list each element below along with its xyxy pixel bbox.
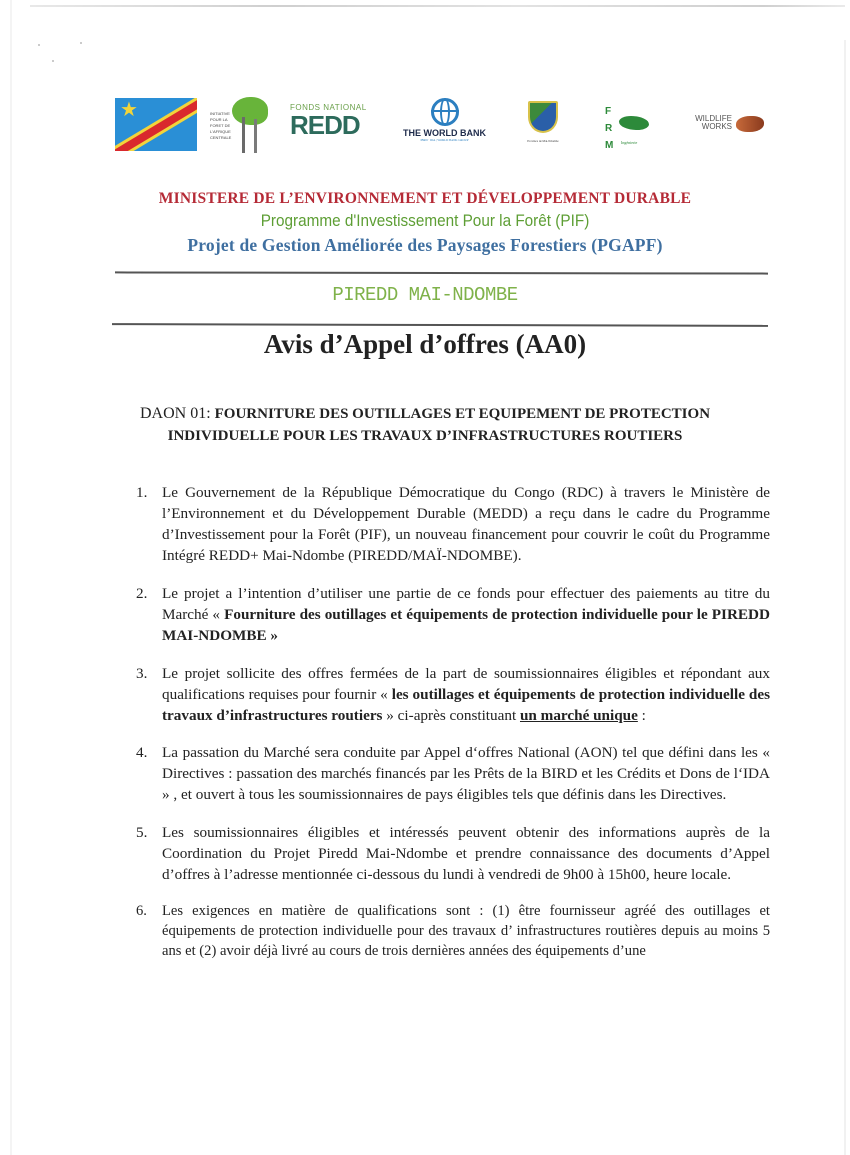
mai-ndombe-shield-icon: Province de Mai-Ndombe (523, 101, 563, 149)
list-item (130, 822, 770, 885)
project-heading: Projet de Gestion Améliorée des Paysages Forestiers (PGAPF) (187, 235, 663, 255)
globe-icon (431, 98, 459, 126)
scan-speck (38, 44, 40, 46)
daon-line-2: INDIVIDUELLE POUR LES TRAVAUX D’INFRASTRUCTURES ROUTIERS (167, 428, 683, 444)
daon-subject (0, 403, 850, 447)
item-underlined-text: un marché unique (519, 707, 638, 724)
scan-speck (52, 60, 54, 62)
item-number: 6. (136, 903, 147, 919)
scan-edge-left (10, 0, 12, 1155)
item-text: : (637, 707, 646, 724)
piredd-heading: PIREDD MAI-NDOMBE (332, 284, 518, 306)
fonds-redd-logo-icon: FONDS NATIONAL REDD (290, 103, 367, 140)
world-bank-logo-icon: THE WORLD BANK IBRD · IDA | WORLD BANK GROUP (392, 98, 497, 153)
drc-flag-icon: ★ (115, 98, 197, 151)
ministry-heading: MINISTERE DE L’ENVIRONNEMENT ET DÉVELOPPEMENT DURABLE (158, 190, 692, 207)
wildlife-works-logo-icon: WILDLIFE WORKS (688, 115, 768, 139)
divider (112, 323, 768, 326)
list-item (130, 583, 770, 646)
daon-ref: DAON 01: (139, 405, 215, 422)
partner-logos-row (110, 95, 780, 157)
item-number: 5. (136, 824, 148, 841)
item-text: Le projet a l’intention d’utiliser une partie de ce fonds pour effectuer des paiements au titre du Marché « (162, 585, 770, 623)
list-item (130, 482, 770, 566)
page-title: Avis d’Appel d’offres (AA0) (263, 329, 587, 359)
scan-edge-top (30, 5, 845, 7)
list-item (130, 901, 770, 961)
item-text: » ci-après constituant (382, 707, 520, 724)
item-text: Le projet sollicite des offres fermées de la part de soumissionnaires éligibles et répondant aux qualifications requises pour fournir « (162, 665, 770, 703)
item-text: Le Gouvernement de la République Démocratique du Congo (RDC) à travers le Ministère de l’Environnement et du Développement Durable (MEDD) a reçu dans le cadre du Programme d’Investissement pour la Forêt (PIF), un nouveau financement pour couvrir le coût du Programme Intégré REDD+ Mai-Ndombe (PIREDD/MAÏ-NDOMBE). (162, 484, 770, 564)
item-number: 2. (136, 585, 148, 602)
program-heading: Programme d'Investissement Pour la Forêt (PIF) (260, 211, 590, 230)
notice-items (130, 482, 770, 961)
item-number: 1. (136, 484, 148, 501)
item-bold-text: Fourniture des outillages et équipements de protection individuelle pour le PIREDD MAI-NDOMBE » (162, 606, 770, 644)
divider (115, 271, 768, 274)
item-number: 4. (136, 744, 148, 761)
scan-speck (80, 42, 82, 44)
frm-logo-icon: F R M Ingénierie (605, 103, 660, 153)
item-text: Les soumissionnaires éligibles et intéressés peuvent obtenir des informations auprès de la Coordination du Projet Piredd Mai-Ndombe et prendre connaissance des documents d’Appel d’offres à l’adresse mentionnée ci-dessous du lundi à vendredi de 9h00 à 15h00, heure locale. (162, 824, 770, 883)
list-item (130, 663, 770, 726)
item-bold-text: les outillages et équipements de protection individuelle des travaux d’infrastructures routiers (162, 686, 770, 724)
item-text: La passation du Marché sera conduite par Appel d‘offres National (AON) tel que défini dans les « Directives : passation des marchés financés par les Prêts de la BIRD et les Crédits et Dons de l‘IDA » , et ouvert à tous les soumissionnaires de pays éligibles tels que définis dans les Directives. (162, 744, 770, 803)
daon-line-1: FOURNITURE DES OUTILLAGES ET EQUIPEMENT DE PROTECTION (214, 406, 711, 422)
list-item (130, 742, 770, 805)
item-number: 3. (136, 665, 148, 682)
ifac-logo-icon: INITIATIVE POUR LA FORET DE L'AFRIQUE CENTRALE (210, 95, 270, 155)
item-text: Les exigences en matière de qualifications sont : (1) être fournisseur agréé des outillages et équipements de protection individuelle pour des travaux d’ infrastructures routières depuis au moins 5 ans et (2) avoir déjà livré au cours de trois dernières années des équipements d’une (162, 903, 770, 959)
